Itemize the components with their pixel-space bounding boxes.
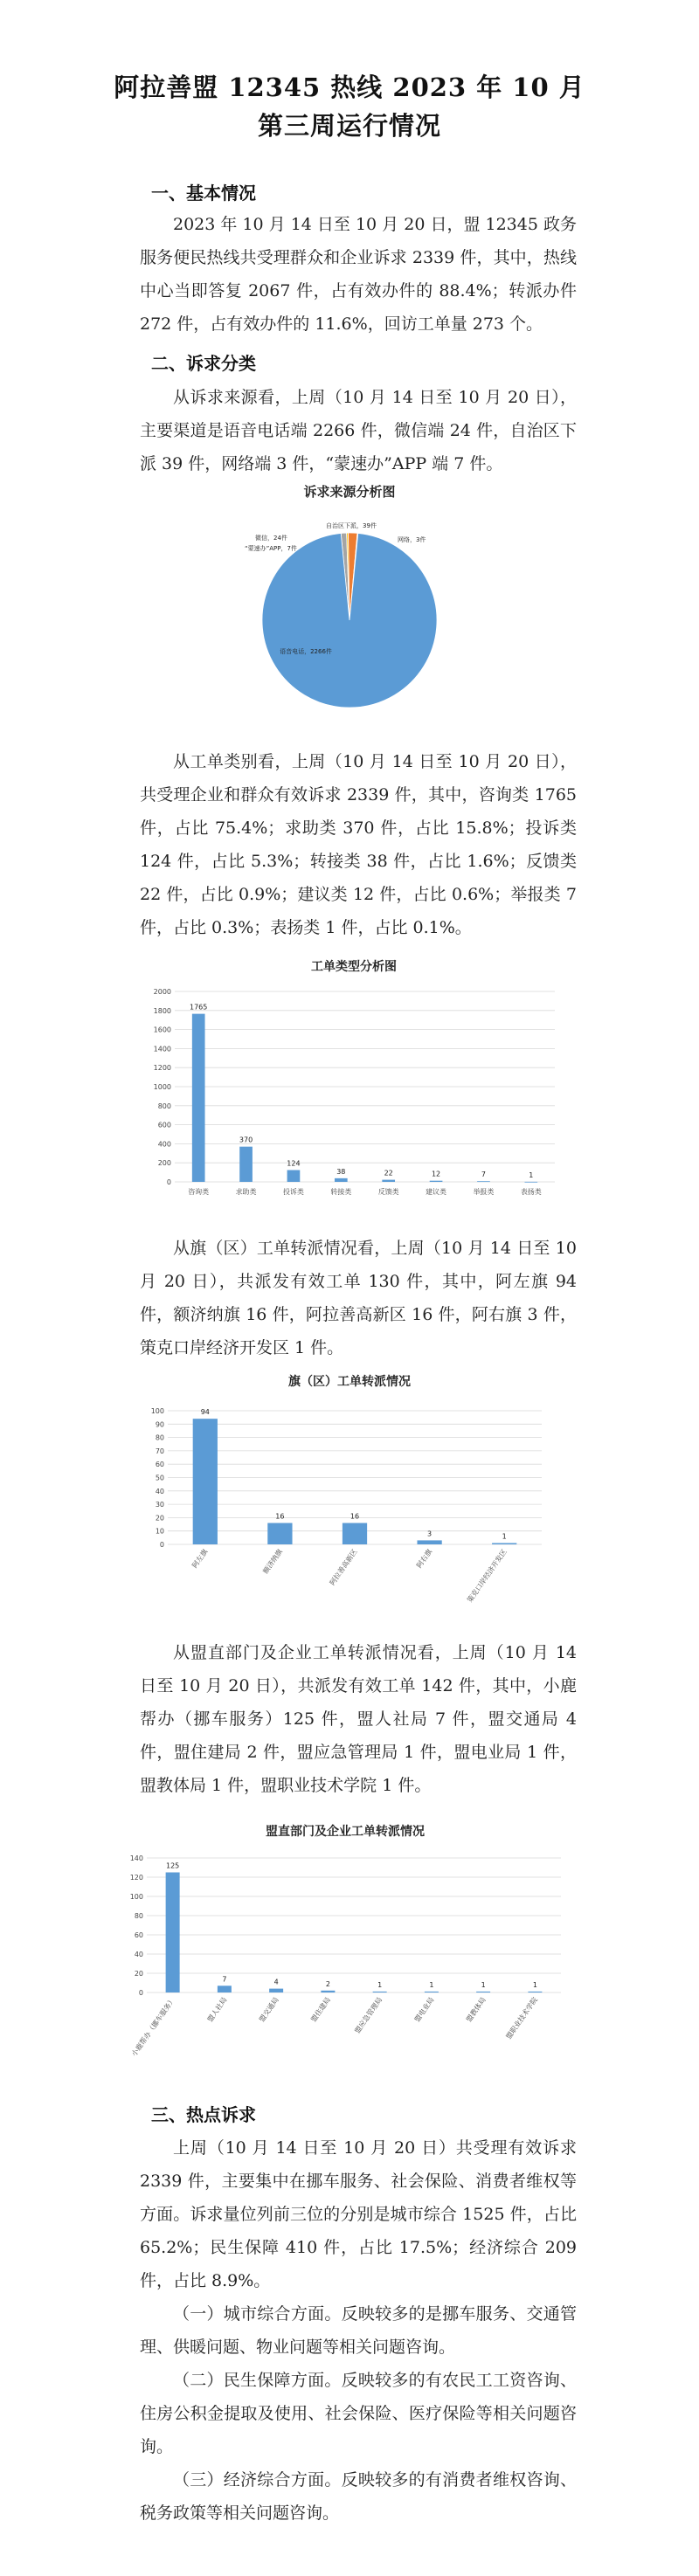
banner-chart-ytick-6: 60 bbox=[155, 1461, 164, 1469]
banner-chart-category-label-2: 阿拉善高新区 bbox=[328, 1547, 359, 1587]
banner-chart-ytick-1: 10 bbox=[155, 1527, 164, 1536]
dept-chart-ytick-3: 60 bbox=[134, 1931, 143, 1939]
dept-chart-ytick-2: 40 bbox=[134, 1951, 143, 1958]
type-chart-bar-0 bbox=[192, 1014, 205, 1182]
dept-chart-value-label-1: 7 bbox=[222, 1975, 227, 1984]
dept-chart-bar-0 bbox=[166, 1873, 180, 1993]
banner-chart-value-label-2: 16 bbox=[350, 1512, 360, 1521]
type-chart-ytick-10: 2000 bbox=[153, 988, 171, 996]
type-chart-ytick-1: 200 bbox=[157, 1159, 171, 1168]
banner-chart-category-label-4: 策克口岸经济开发区 bbox=[466, 1547, 509, 1605]
basic-paragraph: 2023 年 10 月 14 日至 10 月 20 日，盟 12345 政务服务便民热线共受理群众和企业诉求 2339 件，其中，热线中心当即答复 2067 件，占有效办件的 88.4%；转派办件 272 件，占有效办件的 11.6%，回访工单量 273 个。 bbox=[140, 215, 577, 334]
type-chart-value-label-7: 1 bbox=[529, 1171, 534, 1179]
dept-chart-ytick-7: 140 bbox=[129, 1854, 143, 1862]
dept-chart-title: 盟直部门及企业工单转派情况 bbox=[266, 1825, 425, 1839]
dept-chart-value-label-6: 1 bbox=[481, 1980, 486, 1989]
banner-chart-value-label-1: 16 bbox=[275, 1512, 285, 1521]
dept-chart-value-label-5: 1 bbox=[429, 1980, 434, 1989]
type-chart-bar-4 bbox=[382, 1180, 395, 1182]
type-chart-bar-1 bbox=[239, 1147, 253, 1182]
dept-chart-value-label-0: 125 bbox=[165, 1861, 180, 1870]
type-chart-ytick-3: 600 bbox=[157, 1121, 171, 1129]
type-chart-category-label-2: 投诉类 bbox=[282, 1188, 304, 1196]
type-chart-value-label-0: 1765 bbox=[190, 1003, 208, 1012]
dept-bar-chart bbox=[122, 1821, 568, 2066]
type-chart-bar-5 bbox=[430, 1181, 443, 1182]
banner-chart-bar-3 bbox=[417, 1540, 441, 1544]
banner-chart-value-label-3: 3 bbox=[427, 1530, 433, 1538]
dept-chart-ytick-6: 120 bbox=[129, 1874, 143, 1882]
banner-chart-bar-4 bbox=[492, 1543, 516, 1544]
type-chart-ytick-7: 1400 bbox=[153, 1045, 171, 1053]
type-chart-ytick-5: 1000 bbox=[153, 1083, 171, 1091]
type-chart-category-label-5: 建议类 bbox=[426, 1188, 447, 1196]
dept-chart-value-label-3: 2 bbox=[325, 1979, 330, 1988]
type-chart-value-label-1: 370 bbox=[239, 1136, 253, 1144]
type-chart-value-label-2: 124 bbox=[287, 1159, 301, 1168]
type-chart-ytick-2: 400 bbox=[157, 1140, 171, 1149]
document-title-line2: 第三周运行情况 bbox=[257, 111, 441, 141]
dept-chart-category-label-3: 盟住建局 bbox=[309, 1995, 333, 2024]
dept-chart-value-label-4: 1 bbox=[377, 1980, 383, 1989]
banner-chart-bar-1 bbox=[267, 1523, 292, 1544]
banner-chart-ytick-8: 80 bbox=[155, 1433, 164, 1442]
type-chart-category-label-7: 表扬类 bbox=[520, 1188, 542, 1196]
banner-chart-category-label-3: 阿右旗 bbox=[415, 1547, 434, 1570]
section-heading-classification: 二、诉求分类 bbox=[151, 353, 256, 374]
type-chart-ytick-9: 1800 bbox=[153, 1006, 171, 1015]
pie-label-4: 网络，3件 bbox=[398, 536, 426, 543]
type-chart-title: 工单类型分析图 bbox=[311, 960, 397, 974]
type-chart-bar-6 bbox=[477, 1181, 490, 1182]
type-chart-ytick-4: 800 bbox=[157, 1102, 171, 1110]
pie-label-1: 自治区下派，39件 bbox=[326, 522, 377, 529]
pie-label-3: “蒙速办”APP，7件 bbox=[245, 545, 297, 552]
type-bar-chart bbox=[149, 957, 559, 1210]
banner-bar-chart bbox=[140, 1371, 559, 1612]
type-chart-ytick-6: 1200 bbox=[153, 1064, 171, 1073]
hot-paragraph-4: （三）经济综合方面。反映较多的有消费者维权咨询、税务政策等相关问题咨询。 bbox=[140, 2470, 577, 2523]
banner-chart-bar-0 bbox=[193, 1419, 218, 1544]
dept-chart-ytick-0: 0 bbox=[138, 1989, 143, 1997]
dept-chart-category-label-6: 盟教体局 bbox=[465, 1995, 488, 2024]
type-chart-bar-2 bbox=[287, 1170, 301, 1182]
dept-chart-category-label-0: 小鹿帮办（挪车服务） bbox=[130, 1995, 177, 2058]
banner-chart-value-label-0: 94 bbox=[200, 1408, 210, 1417]
document-title-line1: 阿拉善盟 12345 热线 2023 年 10 月 bbox=[114, 73, 585, 102]
type-chart-bar-7 bbox=[524, 1182, 537, 1183]
hot-paragraph-2: （一）城市综合方面。反映较多的是挪车服务、交通管理、供暖问题、物业问题等相关问题咨询。 bbox=[140, 2304, 577, 2357]
dept-chart-value-label-2: 4 bbox=[273, 1978, 279, 1986]
banner-chart-ytick-0: 0 bbox=[159, 1541, 164, 1549]
source-paragraph: 从诉求来源看，上周（10 月 14 日至 10 月 20 日），主要渠道是语音电话端 2266 件，微信端 24 件，自治区下派 39 件，网络端 3 件，“蒙速办”APP 端 7 件。 bbox=[140, 388, 577, 473]
dept-chart-category-label-4: 盟应急管理局 bbox=[353, 1995, 384, 2035]
dept-chart-value-label-7: 1 bbox=[532, 1980, 537, 1989]
type-chart-category-label-0: 咨询类 bbox=[188, 1188, 210, 1196]
pie-label-0: 语音电话，2266件 bbox=[280, 648, 332, 655]
hot-paragraph-1: 上周（10 月 14 日至 10 月 20 日）共受理有效诉求 2339 件，主要集中在挪车服务、社会保险、消费者维权等方面。诉求量位列前三位的分别是城市综合 1525 件，占比 65.2%；民生保障 410 件，占比 17.5%；经济综合 209 件，占比 8.9%。 bbox=[140, 2138, 577, 2290]
banner-paragraph: 从旗（区）工单转派情况看，上周（10 月 14 日至 10 月 20 日），共派发有效工单 130 件，其中，阿左旗 94 件，额济纳旗 16 件，阿拉善高新区 16 件，阿右旗 3 件，策克口岸经济开发区 1 件。 bbox=[140, 1239, 577, 1357]
type-chart-value-label-5: 12 bbox=[431, 1170, 441, 1178]
banner-chart-ytick-10: 100 bbox=[150, 1407, 164, 1415]
type-chart-bar-3 bbox=[335, 1178, 348, 1182]
banner-chart-title: 旗（区）工单转派情况 bbox=[288, 1375, 411, 1389]
dept-chart-ytick-4: 80 bbox=[134, 1912, 143, 1920]
dept-paragraph: 从盟直部门及企业工单转派情况看，上周（10 月 14 日至 10 月 20 日），共派发有效工单 142 件，其中，小鹿帮办（挪车服务）125 件，盟人社局 7 件，盟交通局 4 件，盟住建局 2 件，盟应急管理局 1 件，盟电业局 1 件，盟教体局 1 件，盟职业技术学院 1 件。 bbox=[140, 1643, 577, 1795]
type-chart-ytick-0: 0 bbox=[166, 1178, 171, 1186]
dept-chart-ytick-1: 20 bbox=[134, 1970, 143, 1978]
banner-chart-ytick-4: 40 bbox=[155, 1487, 164, 1495]
banner-chart-bar-2 bbox=[343, 1523, 367, 1544]
dept-chart-category-label-1: 盟人社局 bbox=[205, 1995, 229, 2024]
type-chart-category-label-3: 转接类 bbox=[330, 1188, 352, 1196]
type-paragraph: 从工单类别看，上周（10 月 14 日至 10 月 20 日），共受理企业和群众有效诉求 2339 件，其中，咨询类 1765 件，占比 75.4%；求助类 370 件，占比 15.8%；投诉类 124 件，占比 5.3%；转接类 38 件，占比 1.6%；反馈类 22 件，占比 0.9%；建议类 12 件，占比 0.6%；举报类 7 件，占比 0.3%；表扬类 1 件，占比 0.1%。 bbox=[140, 752, 577, 937]
type-chart-value-label-4: 22 bbox=[384, 1169, 393, 1178]
banner-chart-category-label-0: 阿左旗 bbox=[190, 1547, 210, 1570]
hot-paragraph-3: （二）民生保障方面。反映较多的有农民工工资咨询、住房公积金提取及使用、社会保险、医疗保险等相关问题咨询。 bbox=[140, 2371, 577, 2456]
dept-chart-category-label-5: 盟电业局 bbox=[412, 1995, 436, 2024]
banner-chart-ytick-3: 30 bbox=[155, 1501, 164, 1509]
dept-chart-bar-3 bbox=[321, 1991, 335, 1992]
type-chart-category-label-6: 举报类 bbox=[473, 1188, 495, 1196]
banner-chart-ytick-5: 50 bbox=[155, 1474, 164, 1482]
type-chart-ytick-8: 1600 bbox=[153, 1026, 171, 1034]
type-chart-category-label-1: 求助类 bbox=[235, 1188, 257, 1196]
banner-chart-ytick-9: 90 bbox=[155, 1420, 164, 1429]
section-heading-hot: 三、热点诉求 bbox=[151, 2104, 256, 2125]
dept-chart-category-label-2: 盟交通局 bbox=[258, 1995, 280, 2024]
pie-title: 诉求来源分析图 bbox=[303, 484, 396, 500]
source-pie-chart bbox=[192, 480, 507, 715]
dept-chart-bar-2 bbox=[269, 1989, 283, 1992]
dept-chart-category-label-7: 盟职业技术学院 bbox=[504, 1995, 540, 2041]
dept-chart-bar-1 bbox=[218, 1986, 232, 1992]
pie-label-2: 微信，24件 bbox=[255, 535, 287, 542]
banner-chart-value-label-4: 1 bbox=[502, 1532, 507, 1541]
type-chart-value-label-6: 7 bbox=[481, 1171, 486, 1179]
dept-chart-ytick-5: 100 bbox=[129, 1893, 143, 1901]
banner-chart-category-label-1: 额济纳旗 bbox=[261, 1547, 285, 1576]
banner-chart-ytick-2: 20 bbox=[155, 1514, 164, 1523]
type-chart-category-label-4: 反馈类 bbox=[377, 1188, 399, 1196]
banner-chart-ytick-7: 70 bbox=[155, 1447, 164, 1455]
type-chart-value-label-3: 38 bbox=[336, 1167, 346, 1176]
section-heading-basic: 一、基本情况 bbox=[151, 183, 256, 204]
